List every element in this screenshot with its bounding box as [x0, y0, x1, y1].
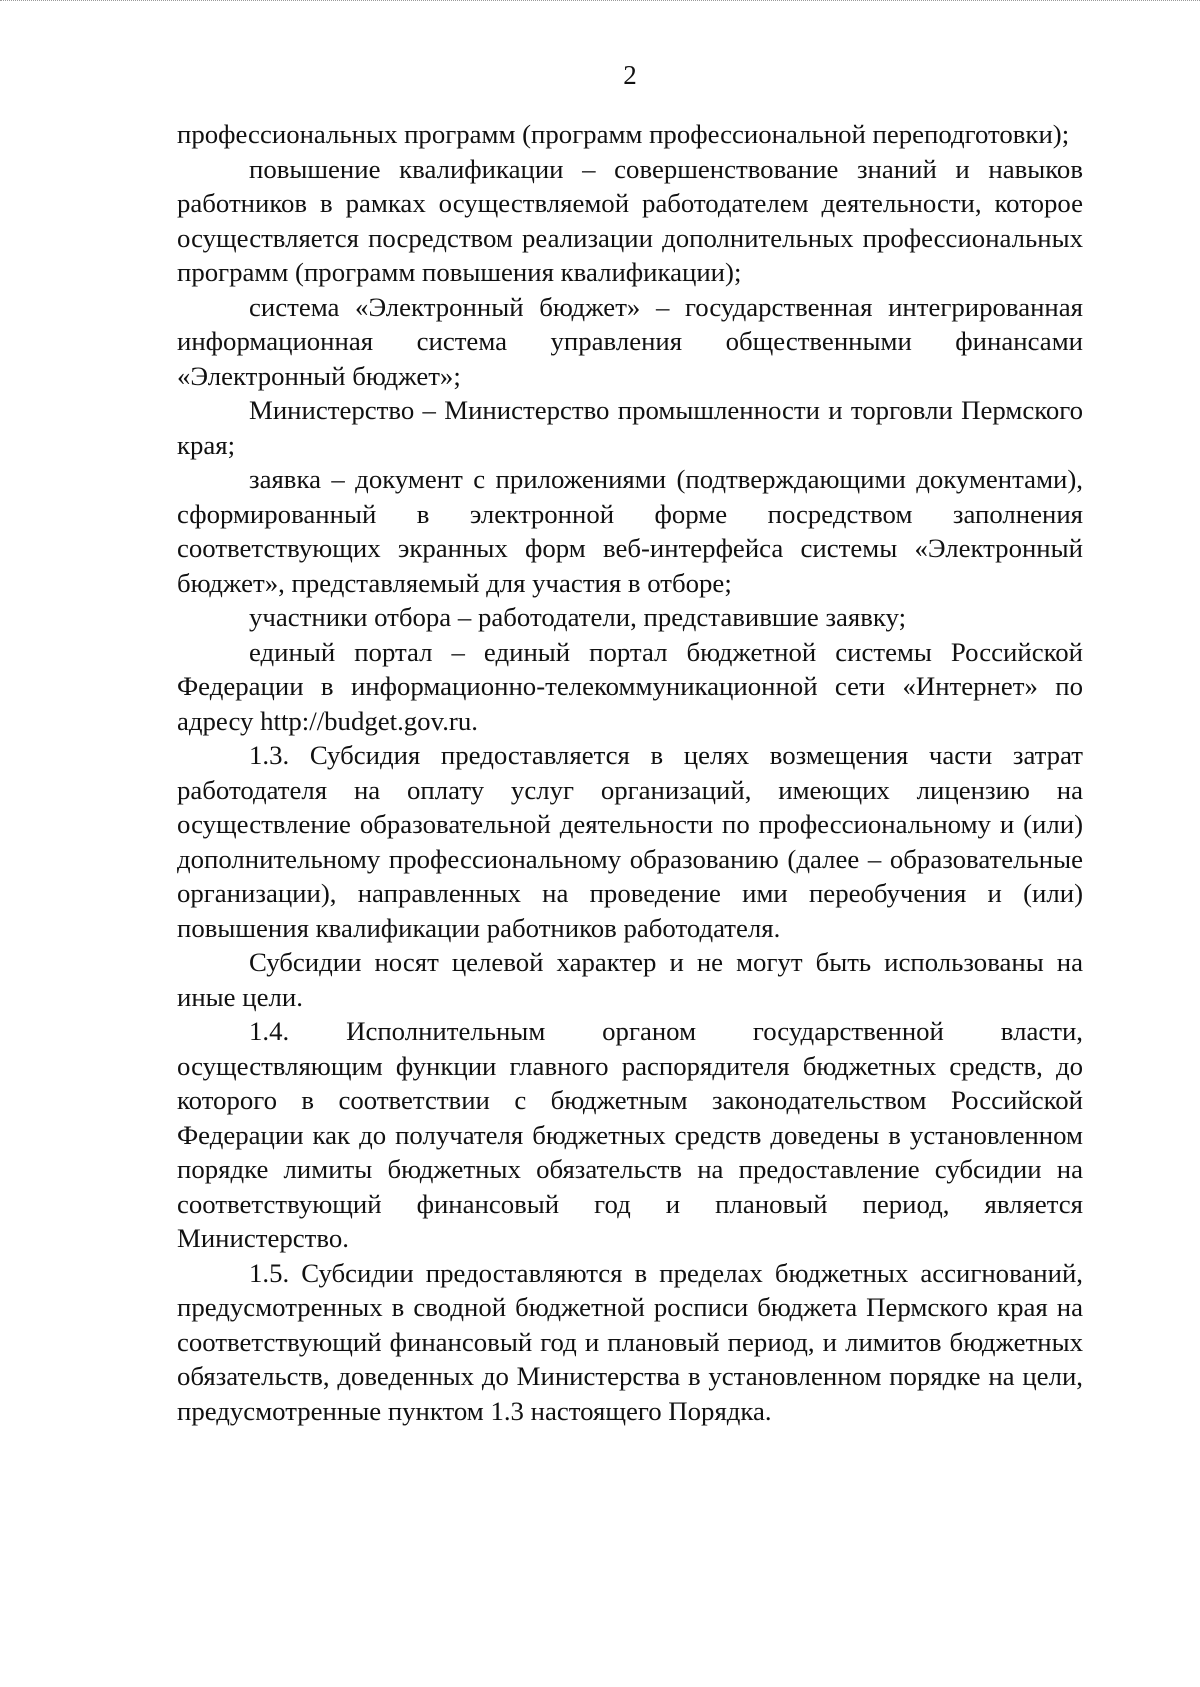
paragraph-continuation: профессиональных программ (программ профессиональной переподготовки);	[177, 119, 1070, 149]
paragraph-definition-qualification: повышение квалификации – совершенствование знаний и навыков работников в рамках осуществляемой работодателем деятельности, которое осуществляется посредством реализации дополнительных профессиональных программ (программ повышения квалификации);	[177, 153, 1083, 287]
page-top-edge	[0, 0, 1200, 1]
paragraph-definition-ministry: Министерство – Министерство промышленности и торговли Пермского края;	[177, 395, 1083, 460]
paragraph-definition-portal: единый портал – единый портал бюджетной системы Российской Федерации в информационно-телекоммуникационной сети «Интернет» по адресу http://budget.gov.ru.	[177, 636, 1083, 736]
page-number: 2	[623, 60, 637, 90]
paragraph-definition-electronic-budget: система «Электронный бюджет» – государственная интегрированная информационная система управления общественными финансами «Электронный бюджет»;	[177, 291, 1083, 391]
paragraph-subsidy-purpose: Субсидии носят целевой характер и не могут быть использованы на иные цели.	[177, 947, 1083, 1012]
paragraph-section-1-5: 1.5. Субсидии предоставляются в пределах бюджетных ассигнований, предусмотренных в сводной бюджетной росписи бюджета Пермского края на соответствующий финансовый год и плановый период, и лимитов бюджетных обязательств, доведенных до Министерства в установленном порядке на цели, предусмотренные пунктом 1.3 настоящего Порядка.	[177, 1257, 1083, 1426]
document-body	[177, 117, 1083, 1428]
paragraph-section-1-4: 1.4. Исполнительным органом государственной власти, осуществляющим функции главного распорядителя бюджетных средств, до которого в соответствии с бюджетным законодательством Российской Федерации как до получателя бюджетных средств доведены в установленном порядке лимиты бюджетных обязательств на предоставление субсидии на соответствующий финансовый год и плановый период, является Министерство.	[177, 1016, 1083, 1253]
paragraph-section-1-3: 1.3. Субсидия предоставляется в целях возмещения части затрат работодателя на оплату услуг организаций, имеющих лицензию на осуществление образовательной деятельности по профессиональному и (или) дополнительному профессиональному образованию (далее – образовательные организации), направленных на проведение ими переобучения и (или) повышения квалификации работников работодателя.	[177, 740, 1083, 943]
paragraph-definition-application: заявка – документ с приложениями (подтверждающими документами), сформированный в электронной форме посредством заполнения соответствующих экранных форм веб-интерфейса системы «Электронный бюджет», представляемый для участия в отборе;	[177, 464, 1083, 598]
paragraph-definition-participants: участники отбора – работодатели, представившие заявку;	[249, 602, 907, 632]
